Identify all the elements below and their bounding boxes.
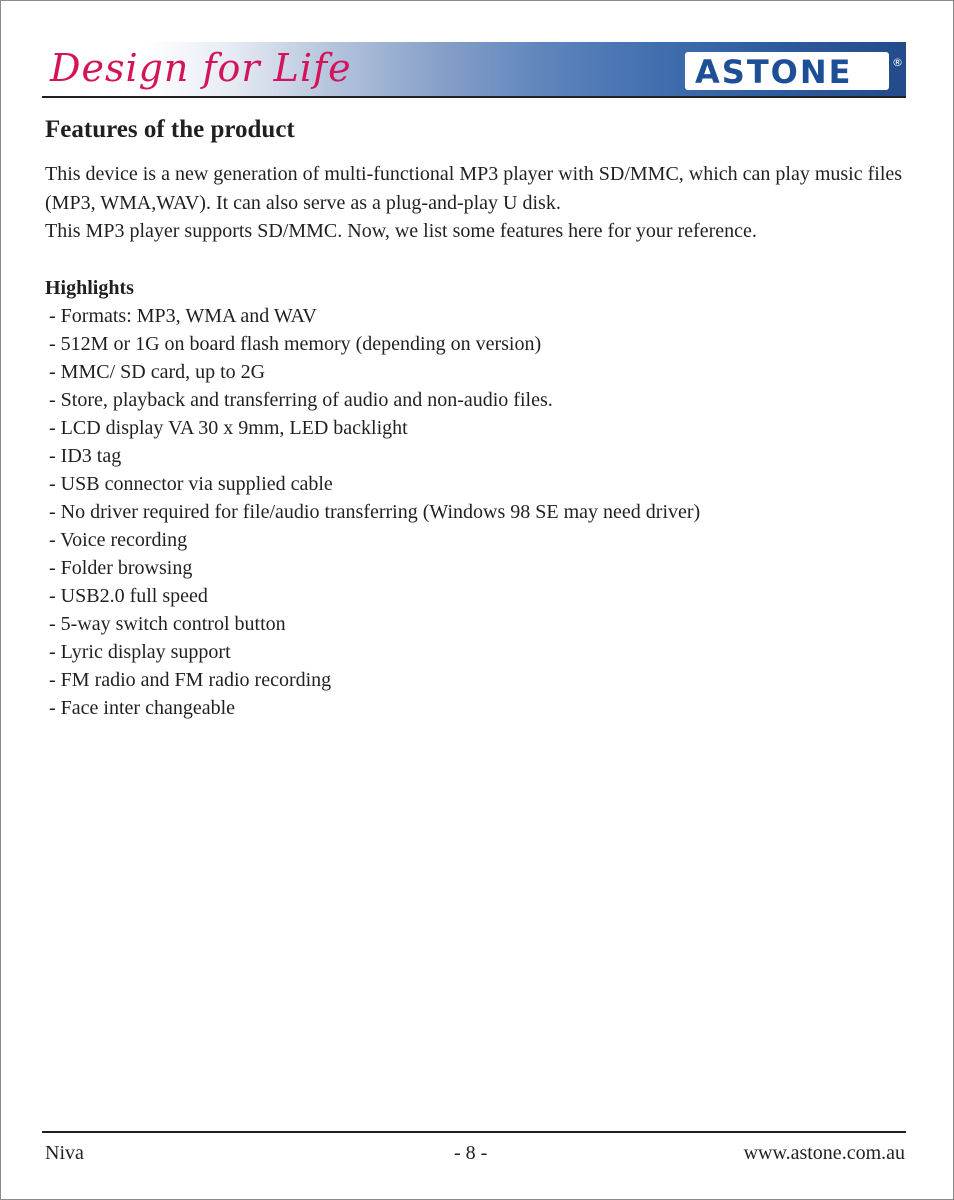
footer-model-name: Niva — [45, 1142, 84, 1164]
highlight-item: - 5-way switch control button — [49, 612, 286, 635]
highlights-heading: Highlights — [45, 276, 134, 299]
registered-mark: ® — [892, 56, 903, 69]
logo-wordmark: ASTONE — [695, 53, 853, 91]
highlight-item: - Lyric display support — [49, 640, 231, 663]
page-title: Features of the product — [45, 116, 295, 143]
highlight-item: - LCD display VA 30 x 9mm, LED backlight — [49, 416, 408, 439]
highlight-item: - Folder browsing — [49, 556, 193, 579]
astone-logo — [685, 52, 903, 91]
highlight-item: - ID3 tag — [49, 444, 122, 467]
intro-text — [45, 160, 905, 246]
highlight-item: - Face inter changeable — [49, 696, 236, 719]
header-rule — [42, 96, 906, 98]
highlight-item: - USB2.0 full speed — [49, 584, 208, 607]
highlight-item: - Formats: MP3, WMA and WAV — [49, 304, 317, 327]
highlight-item: - Voice recording — [49, 528, 188, 551]
brand-slogan: Design for Life — [50, 46, 352, 90]
footer-page-number: - 8 - — [454, 1142, 488, 1164]
highlight-item: - Store, playback and transferring of audio and non-audio files. — [49, 388, 553, 411]
highlights-list — [45, 302, 905, 722]
footer-rule — [42, 1131, 906, 1133]
footer-website: www.astone.com.au — [743, 1142, 905, 1164]
highlight-item: - No driver required for file/audio transferring (Windows 98 SE may need driver) — [49, 500, 701, 523]
highlight-item: - MMC/ SD card, up to 2G — [49, 360, 266, 383]
main-content — [45, 114, 905, 722]
highlight-item: - 512M or 1G on board flash memory (depending on version) — [49, 332, 542, 355]
highlight-item: - USB connector via supplied cable — [49, 472, 333, 495]
intro-paragraph: This device is a new generation of multi-functional MP3 player with SD/MMC, which can play music files (MP3, WMA,WAV). It can also serve as a plug-and-play U disk. — [45, 163, 903, 214]
highlight-item: - FM radio and FM radio recording — [49, 668, 332, 691]
intro-paragraph: This MP3 player supports SD/MMC. Now, we list some features here for your reference. — [45, 220, 757, 242]
page-header — [42, 42, 906, 97]
